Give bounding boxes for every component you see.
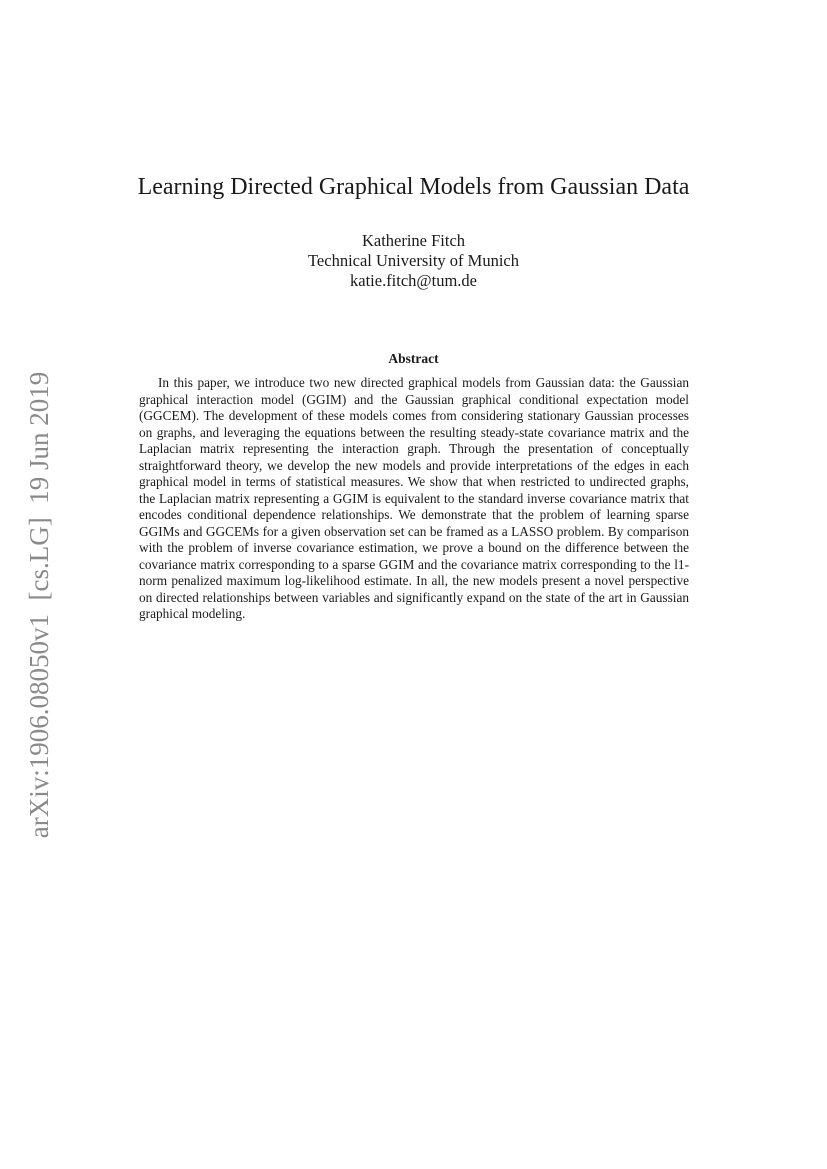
author-affiliation: Technical University of Munich xyxy=(308,251,519,270)
arxiv-identifier-text: arXiv:1906.08050v1 [cs.LG] 19 Jun 2019 xyxy=(24,371,54,839)
abstract-heading: Abstract xyxy=(388,351,439,366)
arxiv-identifier-stamp xyxy=(18,365,58,845)
paper-title: Learning Directed Graphical Models from Gaussian Data xyxy=(137,174,690,200)
author-name: Katherine Fitch xyxy=(361,231,466,250)
author-email: katie.fitch@tum.de xyxy=(350,271,477,290)
arxiv-identifier-svg xyxy=(18,365,58,845)
author-block xyxy=(0,231,827,291)
abstract-body: In this paper, we introduce two new directed graphical models from Gaussian data: the Gaussian graphical interaction model (GGIM) and the Gaussian graphical conditional expectation model (GGCEM). The development of these models comes from considering stationary Gaussian processes on graphs, and leveraging the equations between the resulting steady-state covariance matrix and the Laplacian matrix representing the interaction graph. Through the presentation of conceptually straightforward theory, we develop the new models and provide interpretations of the edges in each graphical model in terms of statistical measures. We show that when restricted to undirected graphs, the Laplacian matrix representing a GGIM is equivalent to the standard inverse covariance matrix that encodes conditional dependence relationships. We demonstrate that the problem of learning sparse GGIMs and GGCEMs for a given observation set can be framed as a LASSO problem. By comparison with the problem of inverse covariance estimation, we prove a bound on the difference between the covariance matrix corresponding to a sparse GGIM and the covariance matrix corresponding to the l1-norm penalized maximum log-likelihood estimate. In all, the new models present a novel perspective on directed relationships between variables and significantly expand on the state of the art in Gaussian graphical modeling. xyxy=(139,375,689,621)
